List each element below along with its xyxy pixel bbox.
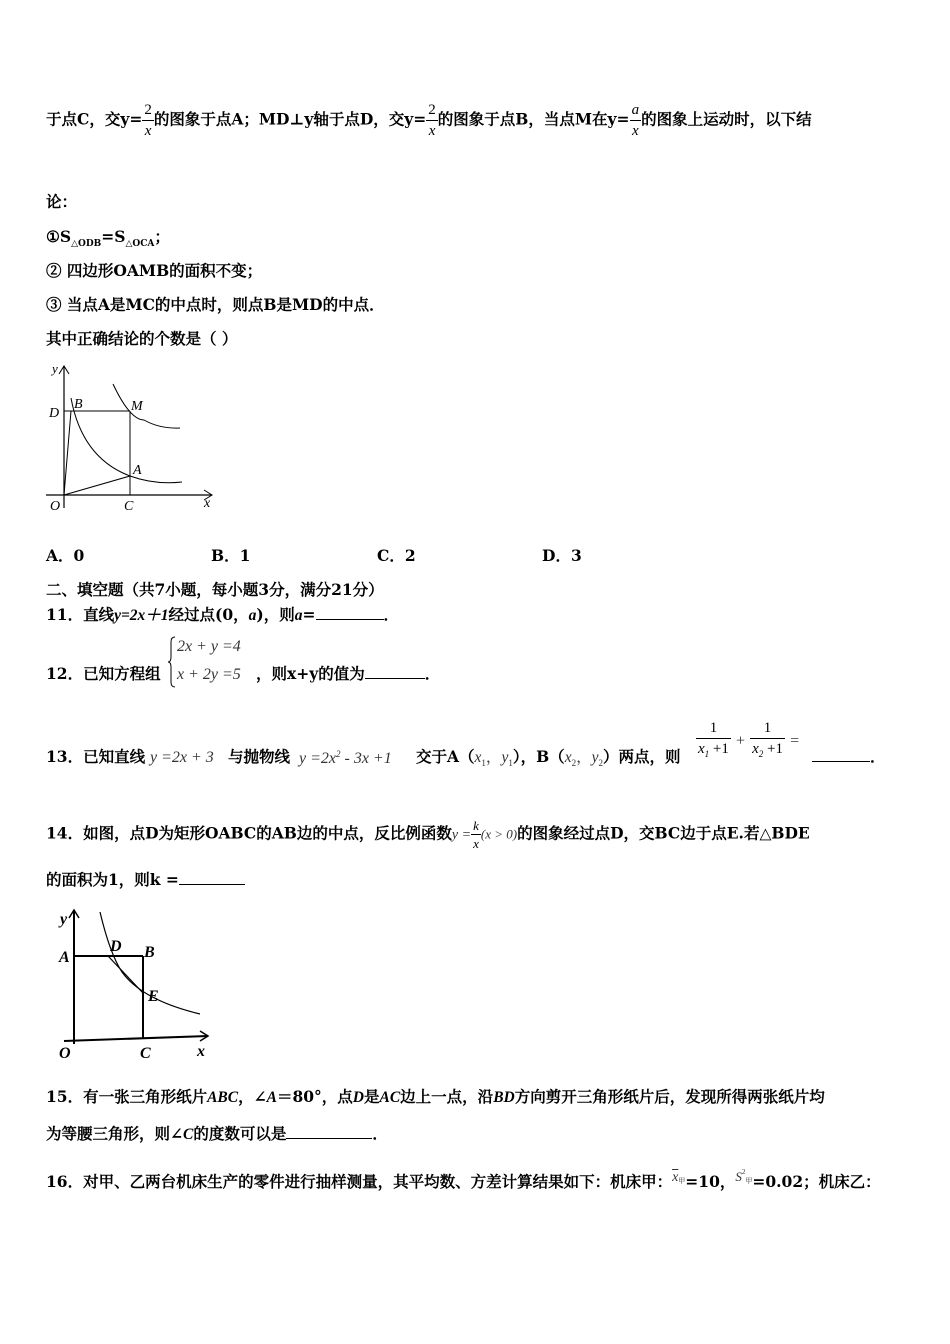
text: ，∠ bbox=[238, 1087, 267, 1106]
q10-line-2: 论： bbox=[46, 192, 78, 211]
text: 交于A（ bbox=[416, 747, 475, 766]
text: )，则 bbox=[256, 605, 295, 624]
label-b: B bbox=[144, 944, 155, 961]
section-heading: 二、填空题（共7小题，每小题3分，满分21分） bbox=[46, 580, 384, 599]
variable: AC bbox=[379, 1089, 401, 1106]
text: 14．如图，点D为矩形OABC的AB边的中点，反比例函数 bbox=[46, 823, 452, 843]
subscript: △OCA bbox=[125, 239, 155, 249]
answer-blank[interactable] bbox=[365, 664, 425, 679]
question-13-tail bbox=[812, 745, 886, 767]
question-11 bbox=[46, 603, 399, 625]
system-eq-1: 2x + y =4 bbox=[177, 638, 241, 655]
text: 15．有一张三角形纸片 bbox=[46, 1087, 208, 1106]
subscript: 甲 bbox=[678, 1177, 686, 1185]
label-d: D bbox=[110, 938, 122, 955]
fraction-a-over-x bbox=[630, 100, 642, 141]
label-d: D bbox=[49, 406, 60, 421]
option-c[interactable]: C．2 bbox=[377, 546, 416, 565]
denominator bbox=[750, 739, 785, 764]
variable: y bbox=[501, 749, 509, 766]
option-b[interactable]: B．1 bbox=[211, 546, 251, 565]
variable: x bbox=[752, 741, 759, 757]
text: 经过点(0， bbox=[168, 605, 249, 624]
subscript: 甲 bbox=[745, 1177, 753, 1185]
label-x: x bbox=[204, 496, 211, 511]
label-x: x bbox=[197, 1043, 205, 1060]
text: y =2x bbox=[299, 750, 336, 767]
label-a: A bbox=[59, 949, 70, 966]
variable: BD bbox=[493, 1089, 515, 1106]
fraction-2-over-x bbox=[426, 100, 438, 141]
label-y: y bbox=[60, 911, 68, 928]
fraction-2-over-x bbox=[142, 100, 154, 141]
variance-symbol: S bbox=[735, 1169, 742, 1184]
subscript: 1 bbox=[508, 758, 513, 768]
question-12-label: 12．已知方程组 bbox=[46, 664, 161, 683]
text: 方向剪开三角形纸片后，发现所得两张纸片均 bbox=[514, 1087, 825, 1106]
curve-y-a-over-x bbox=[113, 384, 180, 428]
question-12-tail bbox=[256, 662, 440, 684]
numerator: k bbox=[473, 818, 479, 833]
label-o: O bbox=[59, 1045, 71, 1062]
numerator: 2 bbox=[142, 100, 154, 121]
variable: D bbox=[352, 1089, 364, 1106]
text: 的图象于点B，当点M在y= bbox=[437, 109, 630, 129]
label-c: C bbox=[124, 499, 134, 514]
text: 11．直线 bbox=[46, 605, 115, 624]
conclusion-1 bbox=[46, 225, 170, 249]
label-y: y bbox=[52, 361, 58, 376]
text: +1 bbox=[763, 741, 783, 757]
text: 的图象于点A；MD⊥y轴于点D，交y= bbox=[153, 109, 427, 129]
answer-blank[interactable] bbox=[812, 747, 870, 762]
numerator: 1 bbox=[696, 718, 731, 739]
question-prompt: 其中正确结论的个数是（ ） bbox=[46, 329, 238, 348]
text: =10， bbox=[685, 1172, 736, 1191]
text: ），B（ bbox=[512, 747, 565, 766]
denominator: x bbox=[144, 123, 152, 139]
denominator: x bbox=[428, 123, 436, 139]
text: ， bbox=[576, 749, 592, 766]
fraction-1 bbox=[696, 718, 731, 764]
text: 的图象经过点D，交BC边于点E.若△BDE bbox=[517, 823, 810, 843]
text: ＝80°，点 bbox=[276, 1087, 353, 1106]
text: ，则x+y的值为 bbox=[256, 664, 365, 683]
line-equation: y =2x + 3 bbox=[150, 749, 214, 766]
text: 的度数可以是 bbox=[193, 1124, 287, 1143]
text: 的面积为1，则k = bbox=[46, 870, 179, 889]
superscript: 2 bbox=[741, 1168, 746, 1176]
text: ①S bbox=[46, 227, 72, 246]
parabola-equation bbox=[299, 749, 392, 768]
text: - 3x +1 bbox=[340, 750, 392, 767]
text: 与抛物线 bbox=[228, 747, 291, 766]
figure-1-graph bbox=[40, 358, 230, 518]
segment-OA bbox=[64, 476, 130, 495]
text: ． bbox=[870, 747, 886, 766]
question-13-points bbox=[416, 745, 681, 768]
text: ， bbox=[485, 749, 502, 766]
conclusion-2: ② 四边形OAMB的面积不变； bbox=[46, 261, 263, 280]
superscript: 2 bbox=[336, 749, 341, 759]
answer-blank[interactable] bbox=[316, 605, 384, 620]
text: ）两点，则 bbox=[602, 747, 681, 766]
text: +1 bbox=[709, 741, 729, 757]
equation: y=2x＋1 bbox=[114, 607, 169, 624]
text: ． bbox=[372, 1124, 388, 1143]
numerator: 2 bbox=[426, 100, 438, 121]
subscript: 2 bbox=[758, 749, 764, 759]
text: 边上一点，沿 bbox=[400, 1087, 494, 1106]
equals-sign: = bbox=[790, 732, 800, 750]
answer-blank[interactable] bbox=[286, 1124, 372, 1139]
text: =S bbox=[101, 227, 126, 246]
subscript: △ODB bbox=[71, 239, 102, 249]
variable: A bbox=[266, 1089, 277, 1106]
text: ； bbox=[154, 227, 170, 246]
text: 是 bbox=[363, 1087, 380, 1106]
text: = bbox=[302, 605, 316, 624]
label-c: C bbox=[140, 1045, 151, 1062]
text: 为等腰三角形，则∠ bbox=[46, 1124, 183, 1143]
function-y: y = bbox=[451, 827, 472, 843]
label-a: A bbox=[133, 463, 142, 478]
subscript: 1 bbox=[481, 758, 486, 768]
domain-condition: (x > 0) bbox=[480, 826, 518, 842]
system-eq-2: x + 2y =5 bbox=[177, 666, 241, 683]
label-e: E bbox=[148, 988, 159, 1005]
question-15-line-2 bbox=[46, 1122, 388, 1144]
variable: a bbox=[248, 607, 257, 624]
question-14-line-1 bbox=[46, 817, 810, 852]
option-a[interactable]: A．0 bbox=[46, 546, 85, 565]
text: 16．对甲、乙两台机床生产的零件进行抽样测量，其平均数、方差计算结果如下：机床甲： bbox=[46, 1172, 673, 1191]
question-16 bbox=[46, 1168, 881, 1192]
text: ． bbox=[383, 605, 400, 624]
variable: x bbox=[564, 749, 572, 766]
label-o: O bbox=[50, 499, 61, 514]
variable: x bbox=[474, 749, 482, 766]
variable: C bbox=[183, 1126, 194, 1143]
text: =0.02；机床乙： bbox=[752, 1172, 881, 1191]
numerator: 1 bbox=[750, 718, 785, 739]
fraction-2 bbox=[750, 718, 785, 764]
numerator: a bbox=[630, 100, 642, 121]
variable: y bbox=[591, 749, 599, 766]
mean-symbol: $\overline{x}$ bbox=[672, 1170, 679, 1185]
conclusion-3: ③ 当点A是MC的中点时，则点B是MD的中点． bbox=[46, 295, 385, 314]
answer-blank[interactable] bbox=[179, 870, 245, 885]
subscript: 1 bbox=[704, 749, 710, 759]
denominator: x bbox=[473, 836, 479, 851]
label-m: M bbox=[131, 399, 143, 414]
question-15-line-1 bbox=[46, 1085, 825, 1107]
fraction-k-over-x bbox=[471, 817, 481, 852]
variable: ABC bbox=[207, 1089, 239, 1106]
denominator bbox=[696, 739, 731, 764]
subscript: 2 bbox=[571, 758, 577, 768]
variable: a bbox=[294, 607, 303, 624]
segment-OB bbox=[64, 411, 71, 495]
text: 的图象上运动时，以下结 bbox=[641, 109, 812, 129]
figure-2-graph bbox=[52, 904, 222, 1064]
question-13-label: 13．已知直线 bbox=[46, 747, 146, 766]
subscript: 2 bbox=[598, 758, 603, 768]
plus-sign: + bbox=[735, 732, 746, 750]
x-axis bbox=[64, 1036, 208, 1041]
denominator: x bbox=[631, 123, 639, 139]
text: 于点C，交y= bbox=[46, 109, 143, 129]
q10-line-1 bbox=[46, 100, 812, 141]
text: ． bbox=[424, 664, 441, 683]
label-b: B bbox=[74, 397, 83, 412]
sum-expression bbox=[696, 718, 799, 764]
option-d[interactable]: D．3 bbox=[542, 546, 582, 565]
brace-icon bbox=[168, 636, 174, 688]
question-14-line-2 bbox=[46, 868, 245, 890]
variable: x bbox=[698, 741, 705, 757]
